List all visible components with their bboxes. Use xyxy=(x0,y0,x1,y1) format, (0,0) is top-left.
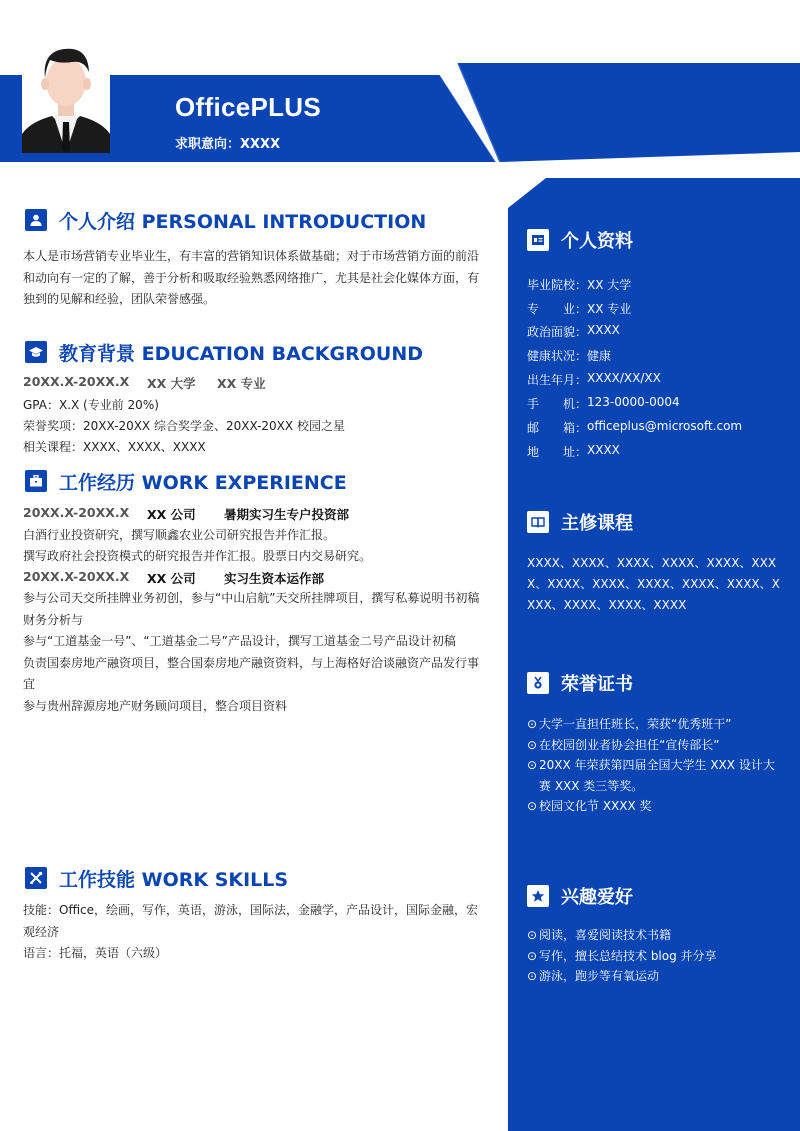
job-line: 白酒行业投资研究，撰写顺鑫农业公司研究报告并作汇报。 xyxy=(23,528,336,542)
user-icon xyxy=(25,209,47,231)
courses-title xyxy=(527,510,633,534)
honors-title-text: 荣誉证书 xyxy=(561,674,633,695)
graduation-cap-icon xyxy=(25,341,47,363)
education-major: XX 专业 xyxy=(217,376,266,391)
job-line: 参与公司天交所挂牌业务初创，参与“中山启航”天交所挂牌项目，撰写私募说明书初稿财务分析与 xyxy=(23,591,480,627)
job-company: XX 公司 xyxy=(147,507,196,522)
profile-row: 毕业院校： XX 大学 xyxy=(527,278,632,292)
education-line: 荣誉奖项：20XX-20XX 综合奖学金、20XX-20XX 校园之星 xyxy=(23,419,345,433)
hobbies-title-text: 兴趣爱好 xyxy=(561,887,633,908)
job-period: 20XX.X-20XX.X xyxy=(23,505,130,520)
job-detail xyxy=(23,588,485,717)
tools-icon xyxy=(25,867,47,889)
courses-title-text: 主修课程 xyxy=(561,513,633,534)
courses-list: XXXX、XXXX、XXXX、XXXX、XXXX、XXXX、XXXX、XXXX、XXXX、XXXX、XXXX、XXXX、XXXX、XXXX、XXXX xyxy=(527,556,780,612)
profile-title-text: 个人资料 xyxy=(561,231,633,252)
profile-row: 政治面貌： XXXX xyxy=(527,323,620,339)
job-position: 实习生资本运作部 xyxy=(224,571,325,586)
work-title xyxy=(25,467,347,495)
list-item: ⊙ 游泳，跑步等有氧运动 xyxy=(527,969,660,983)
education-title-text: 教育背景 EDUCATION BACKGROUND xyxy=(59,342,423,365)
list-item: ⊙ 写作，擅长总结技术 blog 并分享 xyxy=(527,948,717,963)
header-banner xyxy=(0,0,800,170)
job-line: 参与贵州辞源房地产财务顾问项目，整合项目资料 xyxy=(23,698,288,713)
profile-row: 健康状况： 健康 xyxy=(527,349,612,363)
job-line: 撰写政府社会投资模式的研究报告并作汇报。股票日内交易研究。 xyxy=(23,549,372,563)
avatar xyxy=(22,38,110,153)
honors-list xyxy=(527,714,785,817)
book-icon xyxy=(527,511,549,533)
job-position: 暑期实习生专户投资部 xyxy=(224,507,350,522)
list-item: ⊙ 在校园创业者协会担任“宣传部长” xyxy=(527,737,720,752)
skills-title xyxy=(25,864,288,892)
skills-line: 技能：Office，绘画，写作，英语，游泳，国际法，金融学，产品设计，国际金融，宏观经济 xyxy=(23,903,479,939)
profile-row: 手 机： 123-0000-0004 xyxy=(527,395,680,411)
hobbies-title xyxy=(527,884,633,908)
honors-title xyxy=(527,671,633,695)
star-icon xyxy=(527,885,549,907)
work-title-text: 工作经历 WORK EXPERIENCE xyxy=(59,471,347,494)
intro-text: 本人是市场营销专业毕业生，有丰富的营销知识体系做基础；对于市场营销方面的前沿和动向有一定的了解，善于分析和吸取经验熟悉网络推广，尤其是社会化媒体方面，有独到的见解和经验，团队荣誉感强。 xyxy=(23,249,480,306)
briefcase-icon xyxy=(25,470,47,492)
job-intent: 求职意向：XXXX xyxy=(175,137,281,152)
language-line: 语言：托福，英语（六级） xyxy=(23,946,168,960)
intro-title-text: 个人介绍 PERSONAL INTRODUCTION xyxy=(59,210,427,233)
list-item: ⊙ 20XX 年荣获第四届全国大学生 XXX 设计大赛 XXX 类三等奖。 xyxy=(527,758,775,793)
intro-title xyxy=(25,206,426,234)
list-item: ⊙ 阅读，喜爱阅读技术书籍 xyxy=(527,928,672,942)
job-period: 20XX.X-20XX.X xyxy=(23,569,130,584)
hobbies-list xyxy=(527,925,785,987)
education-title xyxy=(25,338,423,366)
profile-row: 地 址： XXXX xyxy=(527,443,620,459)
medal-icon xyxy=(527,672,549,694)
list-item: ⊙ 校园文化节 XXXX 奖 xyxy=(527,799,652,813)
sidebar-panel xyxy=(508,178,800,1131)
job-company: XX 公司 xyxy=(147,571,196,586)
education-school: XX 大学 xyxy=(147,376,196,391)
job-line: 负责国泰房地产融资项目，整合国泰房地产融资资料，与上海格好洽谈融资产品发行事宜 xyxy=(23,655,480,691)
candidate-name: OfficePLUS xyxy=(175,92,322,122)
id-card-icon xyxy=(527,229,549,251)
profile-row-email: 邮 箱： officeplus@microsoft.com xyxy=(527,419,743,435)
list-item: ⊙ 大学一直担任班长，荣获“优秀班干” xyxy=(527,717,732,731)
skills-detail xyxy=(23,900,485,965)
profile-row: 出生年月： XXXX/XX/XX xyxy=(527,371,661,387)
education-line: 相关课程：XXXX、XXXX、XXXX xyxy=(23,440,206,454)
profile-row: 专 业： XX 专业 xyxy=(527,302,632,316)
education-period: 20XX.X-20XX.X xyxy=(23,374,130,389)
job-line: 参与“工道基金一号”、“工道基金二号”产品设计，撰写工道基金二号产品设计初稿 xyxy=(23,634,456,648)
education-line: GPA：X.X (专业前 20%) xyxy=(23,398,159,412)
profile-title xyxy=(527,228,633,252)
skills-title-text: 工作技能 WORK SKILLS xyxy=(59,868,289,891)
